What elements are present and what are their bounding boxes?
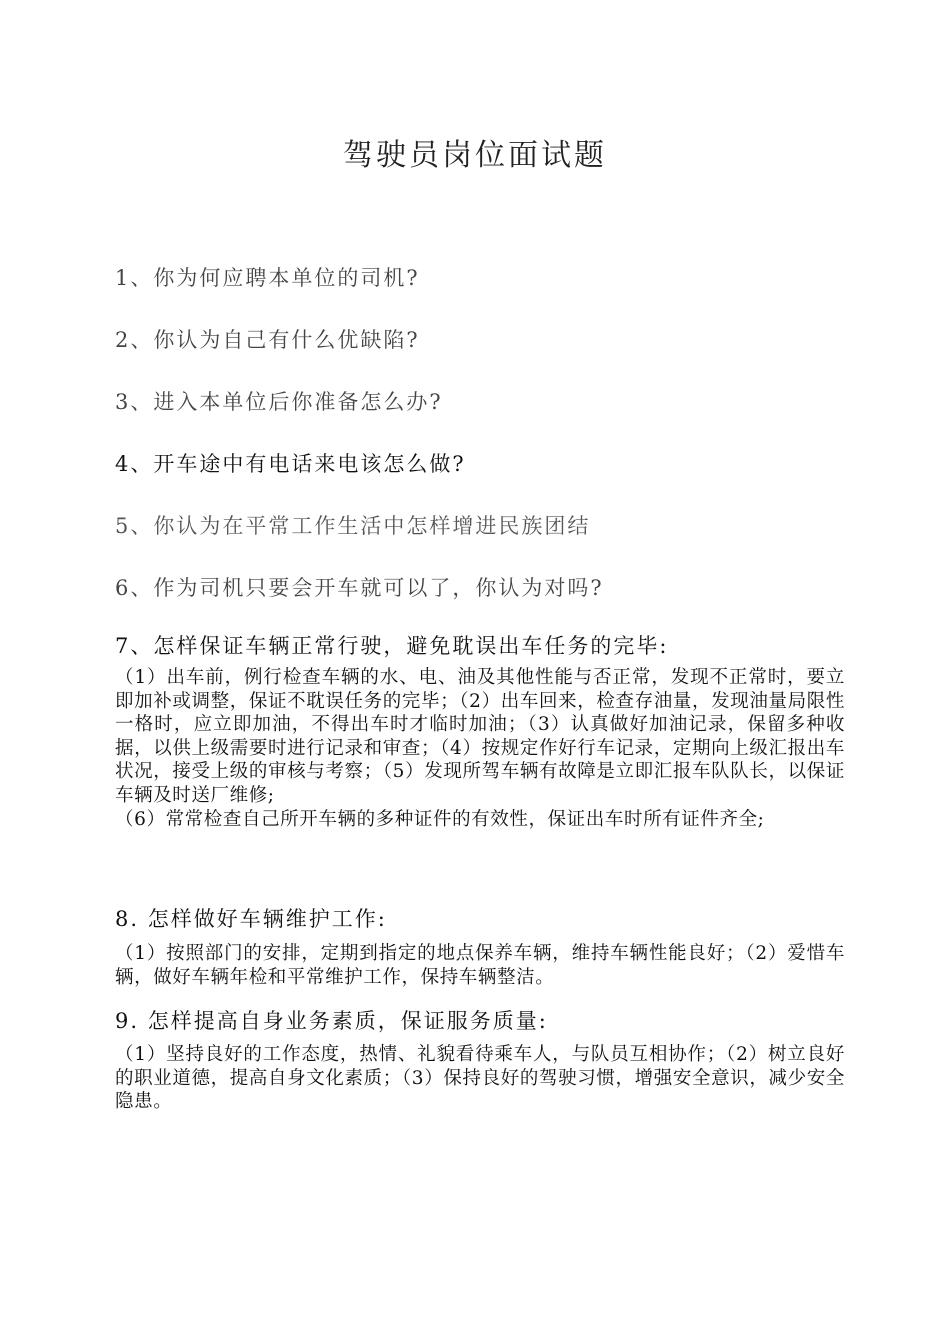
answer-7-paragraph-1: （1）出车前，例行检查车辆的水、电、油及其他性能与否正常，发现不正常时，要立即加补或调整，保证不耽误任务的完毕；（2）出车回来，检查存油量，发现油量局限性一格时，应立即加油，不得出车时才临时加油；（3）认真做好加油记录，保留多种收据，以供上级需要时进行记录和审查；（4）按规定作好行车记录，定期向上级汇报出车状况，接受上级的审核与考察；（5）发现所驾车辆有故障是立即汇报车队队长，以保证车辆及时送厂维修;	[115, 667, 845, 806]
question-8: 8. 怎样做好车辆维护工作:	[115, 907, 387, 931]
question-4: 4、开车途中有电话来电该怎么做?	[115, 452, 466, 476]
answer-7	[115, 666, 845, 831]
answer-9-paragraph-1: （1）坚持良好的工作态度，热情、礼貌看待乘车人，与队员互相协作；（2）树立良好的职业道德，提高自身文化素质；（3）保持良好的驾驶习惯，增强安全意识，减少安全隐患。	[115, 1044, 845, 1113]
question-3: 3、进入本单位后你准备怎么办?	[115, 390, 443, 414]
page-title: 驾驶员岗位面试题	[343, 138, 607, 173]
answer-8-paragraph-1: （1）按照部门的安排，定期到指定的地点保养车辆，维持车辆性能良好；（2）爱惜车辆，做好车辆年检和平常维护工作，保持车辆整洁。	[115, 943, 845, 988]
question-9: 9. 怎样提高自身业务素质，保证服务质量:	[115, 1009, 548, 1033]
question-7: 7、怎样保证车辆正常行驶，避免耽误出车任务的完毕:	[115, 634, 669, 658]
answer-7-paragraph-2: （6）常常检查自己所开车辆的多种证件的有效性，保证出车时所有证件齐全;	[115, 808, 765, 830]
question-6: 6、作为司机只要会开车就可以了，你认为对吗?	[115, 576, 604, 600]
answer-9	[115, 1043, 845, 1114]
question-1: 1、你为何应聘本单位的司机?	[115, 266, 420, 290]
question-2: 2、你认为自己有什么优缺陷?	[115, 328, 420, 352]
answer-8	[115, 942, 845, 989]
question-5: 5、你认为在平常工作生活中怎样增进民族团结	[115, 514, 591, 538]
